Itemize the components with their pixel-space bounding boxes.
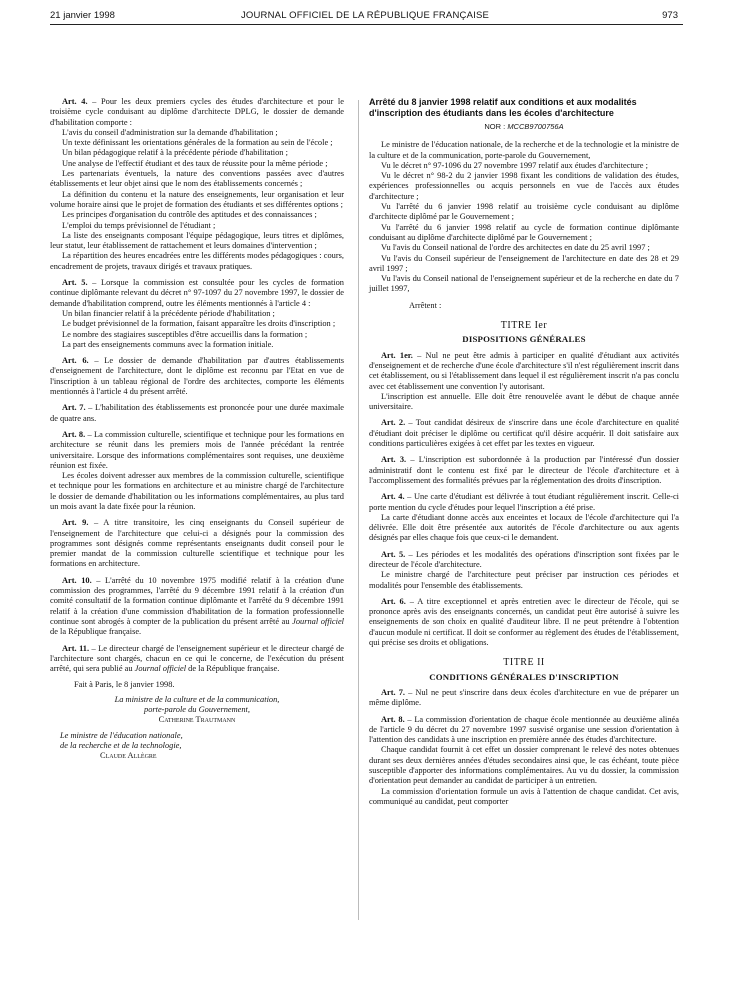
- header-rule: [50, 24, 683, 25]
- r-article-3: Art. 3. – L'inscription est subordonnée à la production par l'intéressé d'un dossier administratif dont le contenu est fixé par le directeur de l'école d'architecture et à l'accomplissement des formalités prévues par la réglementation des droits d'inscription.: [369, 455, 679, 485]
- right-column: [369, 97, 679, 807]
- article-4-item: Un bilan pédagogique relatif à la précédente période d'habilitation ;: [62, 148, 288, 158]
- r-article-4: Art. 4. – Une carte d'étudiant est délivrée à tout étudiant régulièrement inscrit. Celle-ci porte mention du cycle d'études pour lequel l'inscription a été prise.: [369, 492, 679, 512]
- header-page-number: 973: [662, 10, 678, 21]
- article-5-intro: Art. 5. – Lorsque la commission est consultée pour les cycles de formation continue diplômante relevant du décret n° 97-1097 du 27 novembre 1997, le dossier de demande d'habilitation comprend, outre les éléments mentionnés à l'article 4 :: [50, 278, 344, 308]
- article-6: Art. 6. – Le dossier de demande d'habilitation par d'autres établissements d'enseignement de l'architecture, dont le diplôme est reconnu par l'Etat en vue de l'inscription à un tableau régional de l'ordre des architectes, comporte les éléments mentionnés à l'article 4 du présent arrêté.: [50, 356, 344, 397]
- signatory-1-title-2: porte-parole du Gouvernement,: [144, 704, 250, 714]
- preamble-paragraph: Vu le décret n° 98-2 du 2 janvier 1998 fixant les conditions de validation des études, expériences professionnelles ou acquis personnels en vue de l'accès aux études d'architecture ;: [369, 171, 679, 201]
- signatory-1-title: La ministre de la culture et de la communication,: [114, 694, 280, 704]
- preamble-paragraph: Vu l'arrêté du 6 janvier 1998 relatif au cycle de formation continue diplômante conduisant au diplôme d'architecte diplômé par le Gouvernement ;: [369, 222, 679, 242]
- article-4-item: L'emploi du temps prévisionnel de l'étudiant ;: [62, 220, 216, 230]
- article-11: Art. 11. – Le directeur chargé de l'enseignement supérieur et le directeur chargé de l'architecture sont chargés, chacun en ce qui le concerne, de l'exécution du présent arrêté, qui sera publié au Journal officiel de la République française.: [50, 643, 345, 674]
- arretent: Arrêtent :: [409, 300, 442, 310]
- r-article-8: Art. 8. – La commission d'orientation de chaque école mentionnée au deuxième alinéa de l'article 9 du décret du 27 novembre 1997 susvisé organise une session d'orientation à l'attention des candidats à une inscription en première année des études d'architecture.: [369, 714, 679, 745]
- nor-reference: NOR : MCCB9700756A: [484, 122, 564, 131]
- signatory-2-title-2: de la recherche et de la technologie,: [60, 740, 182, 750]
- r-article-5-paragraph: Le ministre chargé de l'architecture peut préciser par instruction ces périodes et modalités pour l'ensemble des établissements.: [369, 570, 679, 590]
- article-9: Art. 9. – A titre transitoire, les cinq enseignants du Conseil supérieur de l'enseignement de l'architecture que celui-ci a désignés pour la commission des programmes sont désignés comme représentants enseignants dudit conseil pour le premier mandat de la commission culturelle scientifique et technique pour les formations en architecture.: [50, 518, 344, 569]
- preamble-paragraph: Vu l'arrêté du 6 janvier 1998 relatif au troisième cycle conduisant au diplôme d'architecte diplômé par le Gouvernement ;: [369, 202, 679, 222]
- header-title: JOURNAL OFFICIEL DE LA RÉPUBLIQUE FRANÇAISE: [240, 10, 490, 21]
- r-article-6: Art. 6. – A titre exceptionnel et après entretien avec le directeur de l'école, qui se prononce après avis des enseignants concernés, un candidat peut être autorisé à suivre les enseignements de son choix en qualité d'auditeur libre. Il ne peut prétendre à l'obtention d'aucun module ni certificat. Il doit se conformer au règlement des études de l'établissement, qui précise ses droits et obligations.: [369, 596, 679, 648]
- r-article-1: Art. 1er. – Nul ne peut être admis à participer en qualité d'étudiant aux activités d'enseignement et de recherche d'une école d'architecture s'il n'est régulièrement inscrit dans cet établissement, ou si l'établissement dans lequel il est régulièrement inscrit n'a pas conclu avec cet établissement une convention l'y autorisant.: [369, 350, 679, 391]
- article-10: Art. 10. – L'arrêté du 10 novembre 1975 modifié relatif à la création d'une commission des programmes, l'arrêté du 9 décembre 1991 relatif à la création d'un comité consultatif de la formation continue diplômante et l'arrêté du 9 décembre 1991 relatif à la création d'une commission d'habilitation de la formation professionnelle continue sont abrogés à compter de la publication du présent arrêté au Journal officiel de la République française.: [50, 575, 345, 637]
- titre-2-subheading: CONDITIONS GÉNÉRALES D'INSCRIPTION: [429, 671, 619, 682]
- r-article-8-paragraph: La commission d'orientation formule un avis à l'attention de chaque candidat. Cet avis, communiqué au candidat, peut comporter: [369, 786, 679, 806]
- header-date: 21 janvier 1998: [50, 10, 115, 21]
- article-4-item: Un texte définissant les orientations générales de la formation au sein de l'école ;: [62, 138, 333, 148]
- preamble-paragraph: Le ministre de l'éducation nationale, de la recherche et de la technologie et la ministre de la culture et de la communication, porte-parole du Gouvernement,: [369, 140, 679, 160]
- article-4-item: La liste des enseignants composant l'équipe pédagogique, leurs titres et diplômes, leur statut, leur établissement de rattachement et leurs domaines d'intervention ;: [50, 230, 344, 251]
- r-article-4-paragraph: La carte d'étudiant donne accès aux enceintes et locaux de l'école d'architecture qui l'a délivrée. Elle doit être présentée aux autorités de l'école d'architecture ou aux agents désignés par elles chaque fois que ceux-ci le demandent.: [369, 512, 679, 543]
- article-8-paragraph: Les écoles doivent adresser aux membres de la commission culturelle, scientifique et technique pour les formations en architecture et au ministre chargé de l'architecture le dossier de demande d'habilitation ou les informations complémentaires, au plus tard un mois avant la date fixée pour la réunion.: [50, 471, 344, 511]
- preamble-paragraph: Vu l'avis du Conseil national de l'ordre des architectes en date du 25 avril 1997 ;: [381, 243, 650, 253]
- titre-1-heading: TITRE Ier: [500, 320, 548, 332]
- article-5-item: Le nombre des stagiaires susceptibles d'être accueillis dans la formation ;: [62, 329, 308, 339]
- signing-place-date: Fait à Paris, le 8 janvier 1998.: [74, 680, 175, 690]
- article-5-item: La part des enseignements communs avec la formation initiale.: [62, 339, 274, 349]
- article-5-item: Le budget prévisionnel de la formation, faisant apparaître les droits d'inscription ;: [62, 319, 336, 329]
- article-4-item: L'avis du conseil d'administration sur la demande d'habilitation ;: [62, 127, 278, 137]
- column-divider: [358, 100, 359, 920]
- decree-title: Arrêté du 8 janvier 1998 relatif aux conditions et aux modalités d'inscription des étudiants dans les écoles d'architecture: [369, 97, 637, 118]
- r-article-1-paragraph: L'inscription est annuelle. Elle doit être renouvelée avant le début de chaque année universitaire.: [369, 391, 679, 412]
- article-4-item: La répartition des heures encadrées entre les différents modes pédagogiques : cours, encadrement de projets, travaux dirigés et travaux pratiques.: [50, 251, 344, 271]
- signatory-2-title: Le ministre de l'éducation nationale,: [60, 730, 183, 740]
- signatory-1-name: Catherine Trautmann: [158, 714, 236, 724]
- page-header: [50, 8, 680, 24]
- r-article-5: Art. 5. – Les périodes et les modalités des opérations d'inscription sont fixées par le directeur de l'école d'architecture.: [369, 549, 679, 569]
- preamble-paragraph: Vu l'avis du Conseil supérieur de l'enseignement de l'architecture en date des 28 et 29 avril 1997 ;: [369, 253, 679, 273]
- preamble-paragraph: Vu le décret n° 97-1096 du 27 novembre 1997 relatif aux études d'architecture ;: [381, 160, 648, 170]
- article-4-intro: Art. 4. – Pour les deux premiers cycles des études d'architecture et pour le troisième cycle conduisant au diplôme d'architecte DPLG, le dossier de demande d'habilitation comporte :: [50, 97, 344, 127]
- article-8: Art. 8. – La commission culturelle, scientifique et technique pour les formations en architecture se réunit dans les premiers mois de l'année précédant la rentrée universitaire. Lorsque des informations complémentaires sont requises, une deuxième réunion est fixée.: [50, 429, 345, 470]
- r-article-8-paragraph: Chaque candidat fournit à cet effet un dossier comprenant le relevé des notes obtenues durant ses deux dernières années d'études secondaires ainsi que, le cas échéant, toute pièce susceptible d'apporter des informations complémentaires. Au vu du dossier, la commission d'orientation peut demander au candidat de participer à un entretien.: [369, 745, 679, 786]
- signatory-2-name: Claude Allègre: [100, 750, 157, 760]
- preamble-paragraph: Vu l'avis du Conseil national de l'enseignement supérieur et de la recherche en date du 7 juillet 1997,: [369, 274, 679, 294]
- article-4-item: Les principes d'organisation du contrôle des aptitudes et des connaissances ;: [62, 210, 317, 220]
- r-article-7: Art. 7. – Nul ne peut s'inscrire dans deux écoles d'architecture en vue de préparer un même diplôme.: [369, 687, 679, 708]
- titre-1-subheading: DISPOSITIONS GÉNÉRALES: [462, 334, 586, 345]
- article-7: Art. 7. – L'habilitation des établissements est prononcée pour une durée maximale de quatre ans.: [50, 403, 344, 423]
- article-5-item: Un bilan financier relatif à la précédente période d'habilitation ;: [62, 308, 275, 318]
- article-4-item: Les partenariats éventuels, la nature des conventions passées avec d'autres établissements et leur objet ainsi que le nom des établissements concernés ;: [50, 169, 344, 189]
- r-article-2: Art. 2. – Tout candidat désireux de s'inscrire dans une école d'architecture en qualité d'étudiant doit préciser le diplôme ou certificat qu'il désire acquérir. Il doit satisfaire aux conditions particulières exigées à cet effet par les textes en vigueur.: [369, 418, 679, 449]
- left-column: [50, 97, 344, 761]
- article-4-item: Une analyse de l'effectif étudiant et des taux de réussite pour la même période ;: [62, 158, 328, 168]
- titre-2-heading: TITRE II: [503, 657, 545, 669]
- article-4-item: La définition du contenu et la nature des enseignements, leur organisation et leur volume horaire ainsi que le projet de formation des étudiants et ses différentes options ;: [50, 189, 344, 209]
